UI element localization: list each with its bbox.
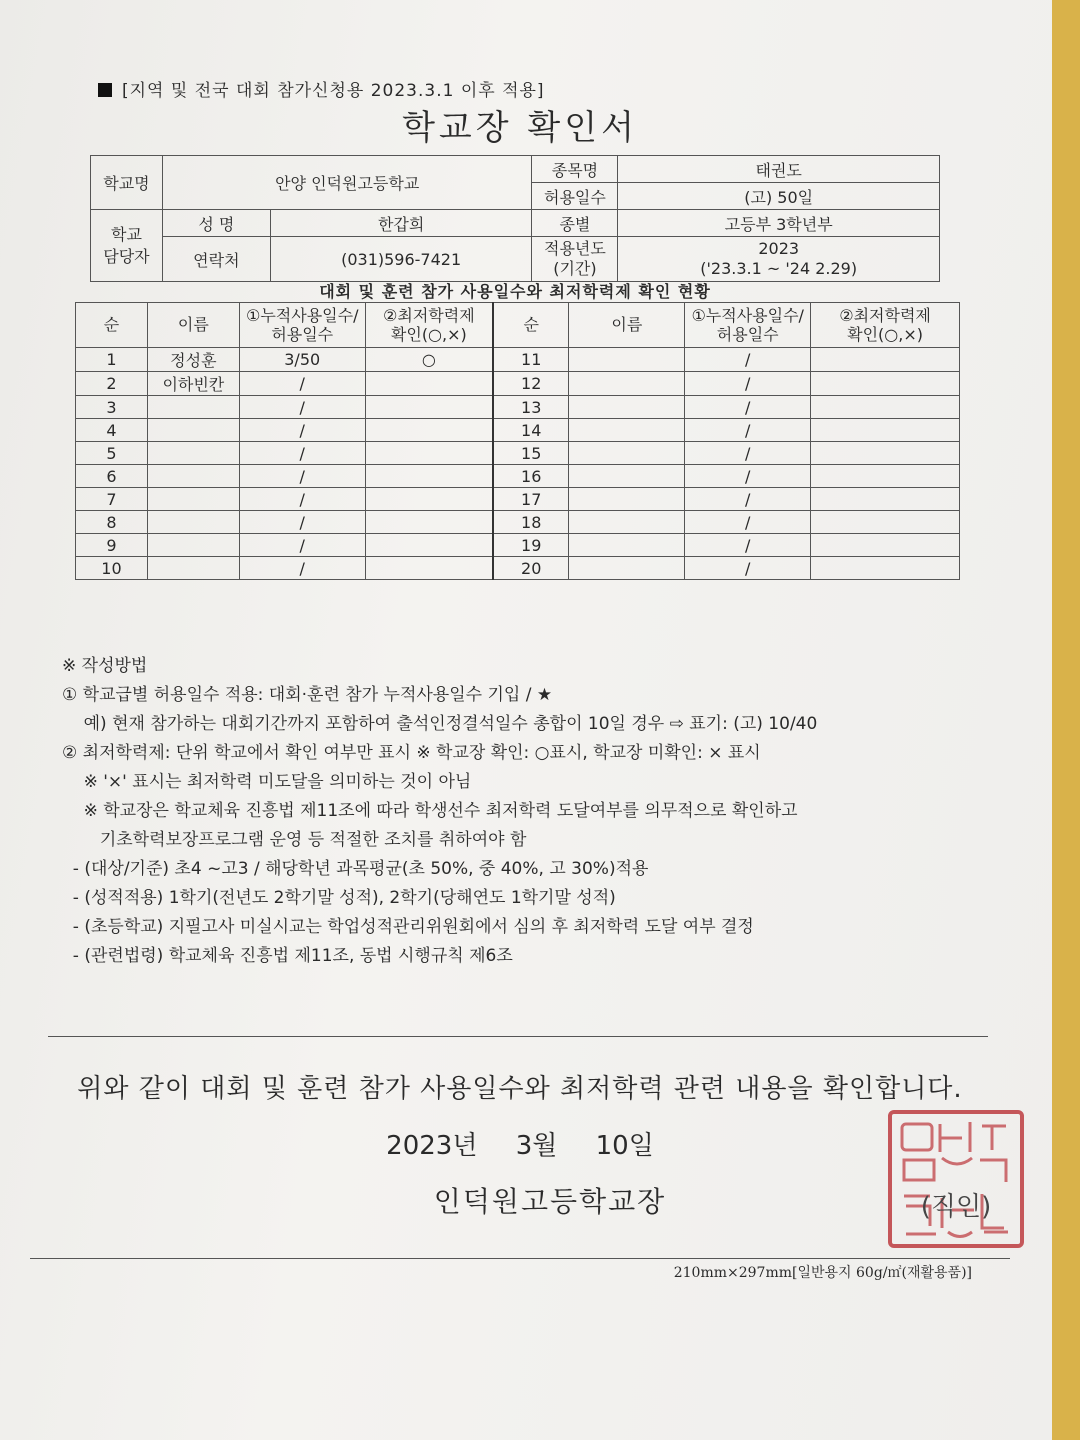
roster-cell-check: [365, 419, 493, 442]
divider-line: [48, 1036, 988, 1037]
roster-cell-days: /: [685, 511, 811, 534]
table-row: [76, 442, 960, 465]
roster-cell-name: [569, 419, 685, 442]
roster-cell-no: 2: [76, 372, 148, 396]
sport-label: 종목명: [532, 156, 618, 183]
section-heading: 대회 및 훈련 참가 사용일수와 최저학력제 확인 현황: [319, 282, 711, 301]
roster-cell-days: /: [239, 534, 365, 557]
roster-cell-no: 19: [493, 534, 569, 557]
roster-cell-days: /: [239, 396, 365, 419]
roster-cell-name: [147, 442, 239, 465]
roster-cell-name: [569, 511, 685, 534]
note-line: 기초학력보장프로그램 운영 등 적절한 조치를 취하여야 함: [62, 830, 527, 850]
roster-cell-days: /: [239, 442, 365, 465]
roster-cell-check: [811, 465, 960, 488]
roster-cell-no: 10: [76, 557, 148, 580]
roster-cell-name: [569, 348, 685, 372]
note-line: ※ 작성방법: [62, 656, 148, 676]
header-note-text: [지역 및 전국 대회 참가신청용 2023.3.1 이후 적용]: [122, 81, 545, 101]
roster-cell-days: /: [239, 488, 365, 511]
sport-value: 태권도: [618, 156, 940, 183]
document-title: 학교장 확인서: [402, 108, 638, 148]
roster-cell-days: /: [685, 488, 811, 511]
roster-cell-check: [365, 511, 493, 534]
roster-cell-days: /: [685, 442, 811, 465]
roster-cell-name: [569, 372, 685, 396]
roster-cell-name: [569, 534, 685, 557]
roster-cell-no: 17: [493, 488, 569, 511]
header-days: ①누적사용일수/ 허용일수: [239, 303, 365, 348]
roster-table: [75, 302, 960, 580]
note-line: - (초등학교) 지필고사 미실시교는 학업성적관리위원회에서 심의 후 최저학력 도달 여부 결정: [62, 917, 754, 937]
principal-name: 인덕원고등학교장: [433, 1185, 667, 1218]
roster-cell-check: [811, 372, 960, 396]
roster-cell-no: 7: [76, 488, 148, 511]
table-row: [76, 348, 960, 372]
manager-name: 한갑희: [270, 210, 532, 237]
roster-cell-name: [147, 419, 239, 442]
seal-pattern-icon: [892, 1114, 1020, 1244]
note-line: ② 최저학력제: 단위 학교에서 확인 여부만 표시 ※ 학교장 확인: ○표시, 학교장 미확인: × 표시: [62, 743, 761, 763]
roster-cell-no: 20: [493, 557, 569, 580]
roster-cell-check: [811, 534, 960, 557]
roster-cell-name: [569, 396, 685, 419]
roster-cell-days: /: [239, 419, 365, 442]
year-label: 적용년도 (기간): [532, 237, 618, 282]
info-table: [90, 155, 940, 282]
roster-cell-check: [811, 557, 960, 580]
note-line: - (관련법령) 학교체육 진흥법 제11조, 동법 시행규칙 제6조: [62, 946, 513, 966]
allowed-days-label: 허용일수: [532, 183, 618, 210]
roster-cell-days: /: [685, 396, 811, 419]
table-row: [76, 372, 960, 396]
table-row: [76, 557, 960, 580]
roster-cell-days: /: [685, 465, 811, 488]
roster-cell-days: /: [239, 465, 365, 488]
roster-cell-days: /: [239, 372, 365, 396]
note-line: ※ '×' 표시는 최저학력 미도달을 의미하는 것이 아님: [62, 772, 472, 792]
header-name-right: 이름: [569, 303, 685, 348]
table-row: [76, 534, 960, 557]
school-label: 학교명: [91, 156, 163, 210]
bottom-divider-line: [30, 1258, 1010, 1259]
roster-cell-check: [365, 488, 493, 511]
roster-cell-days: /: [685, 557, 811, 580]
header-academic-right: ②최저학력제 확인(○,×): [811, 303, 960, 348]
note-line: 예) 현재 참가하는 대회기간까지 포함하여 출석인정결석일수 총합이 10일 경우 ⇨ 표기: (고) 10/40: [62, 714, 818, 734]
roster-cell-days: /: [239, 557, 365, 580]
roster-cell-check: [811, 442, 960, 465]
roster-cell-no: 9: [76, 534, 148, 557]
roster-cell-no: 3: [76, 396, 148, 419]
header-note: [98, 76, 545, 101]
period-value: ('23.3.1 ~ '24 2.29): [700, 259, 858, 278]
header-no-right: 순: [493, 303, 569, 348]
black-square-icon: [98, 83, 112, 97]
roster-cell-check: ○: [365, 348, 493, 372]
note-line: - (성적적용) 1학기(전년도 2학기말 성적), 2학기(당해연도 1학기말 성적): [62, 888, 616, 908]
table-row: [76, 419, 960, 442]
roster-cell-name: [147, 396, 239, 419]
year-cell: [618, 237, 940, 282]
roster-cell-check: [365, 557, 493, 580]
roster-cell-check: [811, 396, 960, 419]
roster-cell-days: /: [685, 348, 811, 372]
roster-cell-name: [147, 534, 239, 557]
roster-cell-check: [365, 372, 493, 396]
year-value: 2023: [758, 239, 800, 258]
seal-label: (직인): [920, 1192, 992, 1222]
contact-label: 연락처: [162, 237, 270, 282]
confirmation-date: 2023년 3월 10일: [386, 1131, 654, 1161]
roster-cell-no: 4: [76, 419, 148, 442]
header-academic: ②최저학력제 확인(○,×): [365, 303, 493, 348]
contact-value: (031)596-7421: [270, 237, 532, 282]
manager-label: 학교 담당자: [91, 210, 163, 282]
header-days-right: ①누적사용일수/ 허용일수: [685, 303, 811, 348]
roster-cell-check: [365, 534, 493, 557]
table-row: [76, 511, 960, 534]
header-no: 순: [76, 303, 148, 348]
writing-instructions: [62, 652, 992, 971]
roster-cell-no: 8: [76, 511, 148, 534]
roster-cell-no: 14: [493, 419, 569, 442]
roster-cell-no: 1: [76, 348, 148, 372]
roster-cell-no: 6: [76, 465, 148, 488]
roster-cell-no: 15: [493, 442, 569, 465]
name-label: 성 명: [162, 210, 270, 237]
roster-cell-days: /: [685, 534, 811, 557]
roster-cell-name: [147, 511, 239, 534]
roster-cell-check: [365, 442, 493, 465]
roster-cell-no: 18: [493, 511, 569, 534]
paper-spec-footer: 210mm×297mm[일반용지 60g/㎡(재활용품)]: [673, 1265, 972, 1281]
roster-cell-name: [569, 557, 685, 580]
category-label: 종별: [532, 210, 618, 237]
table-row: [76, 396, 960, 419]
roster-cell-check: [811, 419, 960, 442]
roster-cell-days: /: [685, 419, 811, 442]
roster-cell-name: [569, 488, 685, 511]
roster-cell-name: [147, 465, 239, 488]
roster-cell-name: 정성훈: [147, 348, 239, 372]
allowed-days-value: (고) 50일: [618, 183, 940, 210]
roster-cell-no: 11: [493, 348, 569, 372]
roster-cell-days: /: [239, 511, 365, 534]
roster-cell-no: 16: [493, 465, 569, 488]
confirmation-statement: 위와 같이 대회 및 훈련 참가 사용일수와 최저학력 관련 내용을 확인합니다.: [77, 1074, 963, 1104]
roster-cell-check: [365, 396, 493, 419]
roster-cell-no: 12: [493, 372, 569, 396]
roster-cell-check: [811, 348, 960, 372]
roster-cell-name: 이하빈칸: [147, 372, 239, 396]
note-line: ① 학교급별 허용일수 적용: 대회·훈련 참가 누적사용일수 기입 / ★: [62, 685, 553, 705]
roster-cell-no: 13: [493, 396, 569, 419]
table-row: [76, 465, 960, 488]
roster-cell-check: [811, 511, 960, 534]
roster-cell-no: 5: [76, 442, 148, 465]
roster-cell-name: [147, 488, 239, 511]
table-row: [76, 488, 960, 511]
roster-cell-check: [811, 488, 960, 511]
header-name: 이름: [147, 303, 239, 348]
school-name: 안양 인덕원고등학교: [162, 156, 532, 210]
roster-cell-days: 3/50: [239, 348, 365, 372]
roster-cell-name: [147, 557, 239, 580]
category-value: 고등부 3학년부: [618, 210, 940, 237]
roster-cell-name: [569, 465, 685, 488]
note-line: ※ 학교장은 학교체육 진흥법 제11조에 따라 학생선수 최저학력 도달여부를 의무적으로 확인하고: [62, 801, 798, 821]
official-seal-stamp: [888, 1110, 1024, 1248]
roster-cell-days: /: [685, 372, 811, 396]
roster-cell-check: [365, 465, 493, 488]
note-line: - (대상/기준) 초4 ~고3 / 해당학년 과목평균(초 50%, 중 40%, 고 30%)적용: [62, 859, 649, 879]
roster-cell-name: [569, 442, 685, 465]
